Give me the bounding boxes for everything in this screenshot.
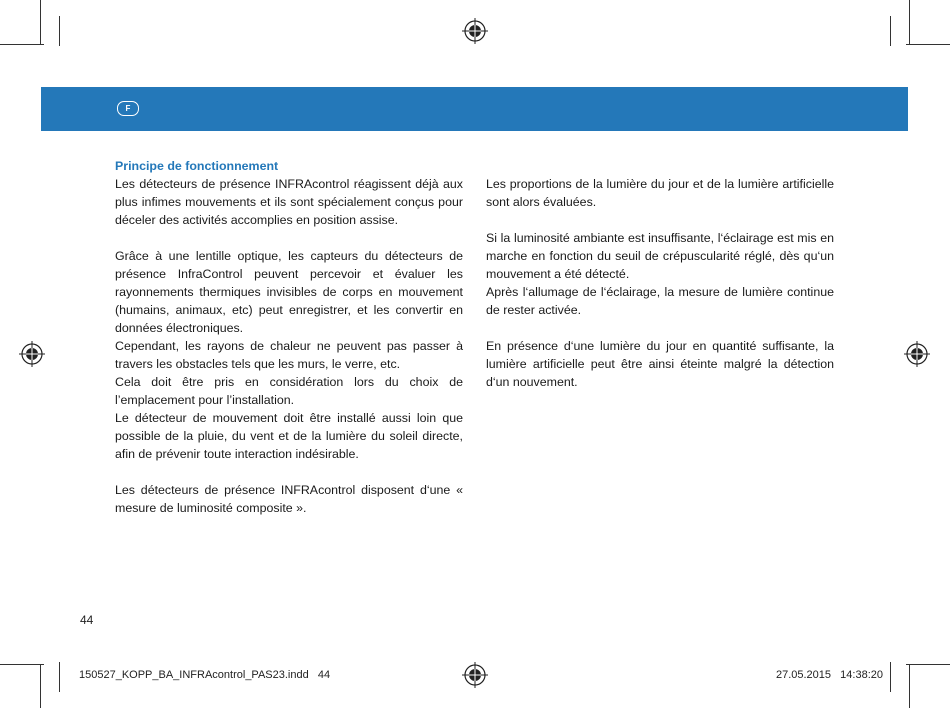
crop-mark (59, 662, 60, 692)
crop-mark (59, 16, 60, 46)
crop-mark (909, 664, 910, 708)
paragraph: Les proportions de la lumière du jour et de la lumière artificielle sont alors évaluées. (486, 177, 834, 209)
crop-mark (40, 664, 41, 708)
registration-mark-icon (19, 341, 45, 367)
header-band (41, 87, 908, 131)
crop-mark (909, 0, 910, 44)
paragraph-spacer (115, 229, 463, 247)
slug-file-name: 150527_KOPP_BA_INFRAcontrol_PAS23.indd 44 (79, 669, 331, 681)
right-column (486, 175, 834, 391)
crop-mark (0, 664, 44, 665)
registration-mark-icon (462, 662, 488, 688)
crop-mark (906, 664, 950, 665)
crop-mark (906, 44, 950, 45)
registration-mark-icon (904, 341, 930, 367)
paragraph: Le détecteur de mouvement doit être installé aussi loin que possible de la pluie, du vent et de la lumière du soleil directe, afin de prévenir toute interaction indésirable. (115, 411, 463, 461)
slug-timestamp: 27.05.2015 14:38:20 (775, 669, 883, 681)
language-badge: F (117, 101, 139, 116)
paragraph: Grâce à une lentille optique, les capteurs du détecteurs de présence InfraControl peuvent percevoir et évaluer les rayonnements thermiques invisibles de corps en mouvement (humains, animaux, etc) peut enregistrer, et les convertir en données électroniques. (115, 249, 463, 335)
paragraph: Après l‘allumage de l‘éclairage, la mesure de lumière continue de rester activée. (486, 285, 834, 317)
paragraph: Les détecteurs de présence INFRAcontrol réagissent déjà aux plus infimes mouvements et ils sont spécialement conçus pour déceler des activités accomplies en position assise. (115, 177, 463, 227)
registration-mark-icon (462, 18, 488, 44)
section-heading: Principe de fonctionnement (115, 159, 279, 173)
paragraph: Si la luminosité ambiante est insuffisante, l‘éclairage est mis en marche en fonction du seuil de crépuscularité réglé, dès qu‘un mouvement a été détecté. (486, 231, 834, 281)
paragraph-spacer (115, 463, 463, 481)
page-number: 44 (80, 613, 94, 627)
left-column (115, 157, 463, 517)
crop-mark (890, 662, 891, 692)
paragraph-spacer (486, 211, 834, 229)
paragraph-spacer (486, 319, 834, 337)
crop-mark (40, 0, 41, 44)
paragraph: Cela doit être pris en considération lors du choix de l’emplacement pour l’installation. (115, 375, 463, 407)
paragraph: Les détecteurs de présence INFRAcontrol disposent d‘une « mesure de luminosité composite ». (115, 483, 463, 515)
crop-mark (890, 16, 891, 46)
paragraph: Cependant, les rayons de chaleur ne peuvent pas passer à travers les obstacles tels que les murs, le verre, etc. (115, 339, 463, 371)
paragraph: En présence d‘une lumière du jour en quantité suffisante, la lumière artificielle peut être ainsi éteinte malgré la détection d‘un nouvement. (486, 339, 834, 389)
crop-mark (0, 44, 44, 45)
